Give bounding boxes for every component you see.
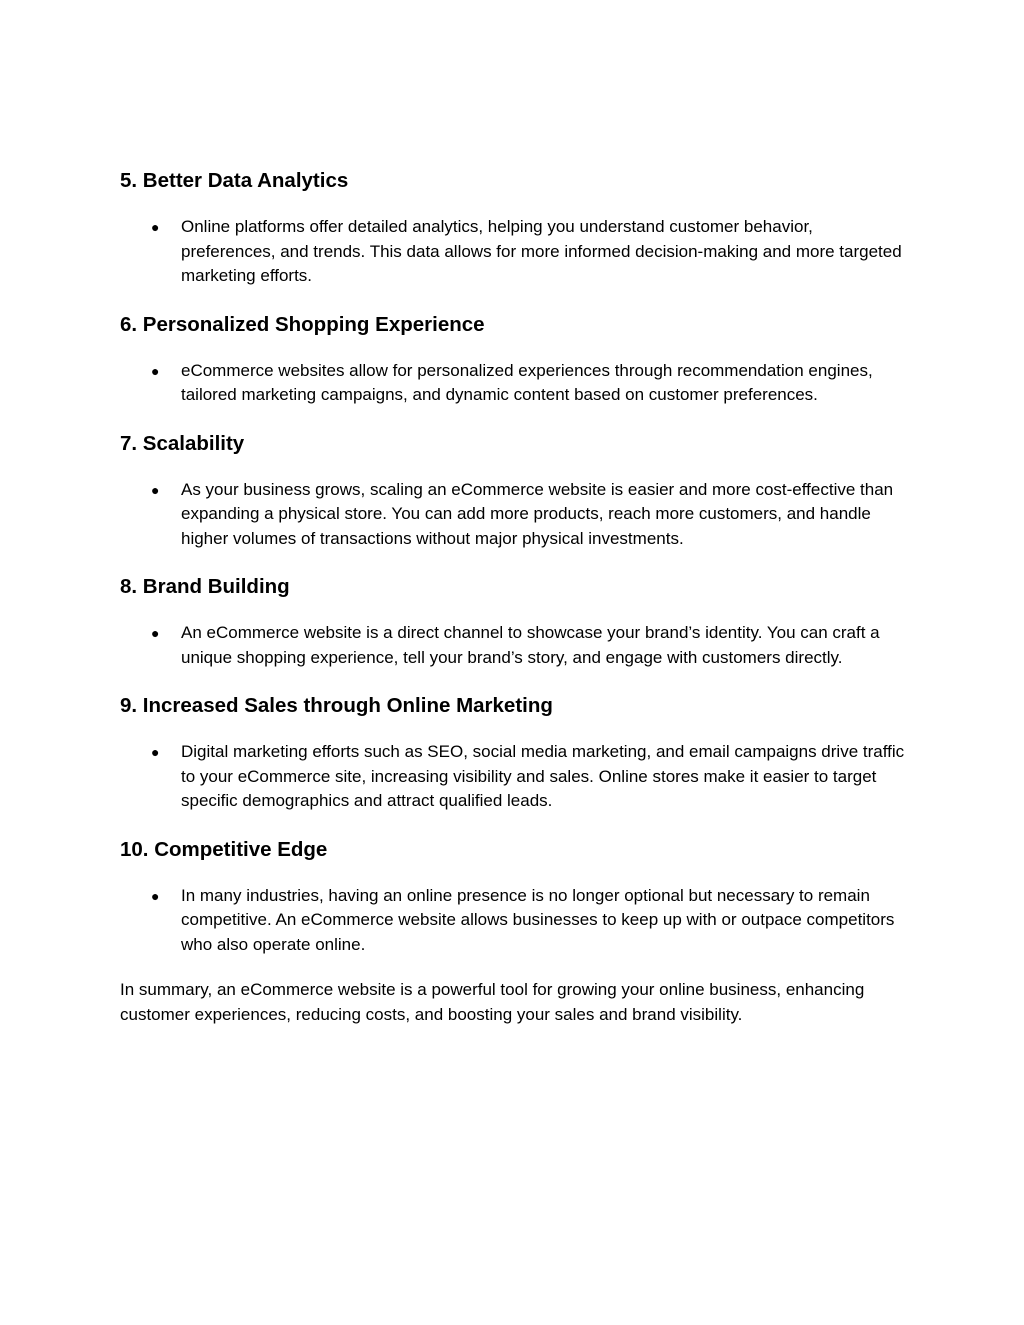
section-heading: 6. Personalized Shopping Experience: [120, 312, 485, 336]
section-scalability: [120, 431, 910, 552]
bullet-text: An eCommerce website is a direct channel to showcase your brand’s identity. You can craft a unique shopping experience, tell your brand’s story, and engage with customers directly.: [181, 623, 880, 667]
list-item: [120, 215, 910, 289]
bullet-text: eCommerce websites allow for personalized experiences through recommendation engines, tailored marketing campaigns, and dynamic content based on customer preferences.: [181, 360, 873, 404]
bullet-text: Digital marketing efforts such as SEO, social media marketing, and email campaigns drive traffic to your eCommerce site, increasing visibility and sales. Online stores make it easier to target specific demographics and attract qualified leads.: [181, 742, 905, 810]
section-better-data-analytics: [120, 168, 910, 289]
section-brand-building: [120, 574, 910, 670]
bullet-text: Online platforms offer detailed analytics, helping you understand customer behavior, preferences, and trends. This data allows for more informed decision-making and more targeted marketing efforts.: [181, 217, 902, 285]
section-heading: 9. Increased Sales through Online Marketing: [120, 694, 553, 717]
section-personalized-shopping: [120, 312, 910, 408]
bullet-icon: ●: [151, 362, 160, 379]
list-item: [120, 884, 910, 958]
bullet-icon: ●: [151, 481, 160, 498]
bullet-icon: ●: [151, 887, 160, 904]
bullet-text: In many industries, having an online presence is no longer optional but necessary to remain competitive. An eCommerce website allows businesses to keep up with or outpace competitors who also operate online.: [181, 885, 895, 954]
section-heading: 10. Competitive Edge: [120, 837, 328, 861]
bullet-icon: ●: [151, 625, 160, 641]
bullet-list: [120, 621, 910, 670]
section-heading: 5. Better Data Analytics: [120, 169, 349, 192]
bullet-list: [120, 740, 910, 814]
section-competitive-edge: [120, 837, 910, 958]
bullet-icon: ●: [151, 219, 160, 235]
bullet-list: [120, 884, 910, 958]
section-heading: 8. Brand Building: [120, 575, 290, 598]
list-item: [120, 621, 910, 670]
document-page: [120, 168, 910, 1027]
section-increased-sales: [120, 693, 910, 814]
bullet-list: [120, 359, 910, 408]
summary-paragraph: In summary, an eCommerce website is a powerful tool for growing your online business, enhancing customer experiences, reducing costs, and boosting your sales and brand visibility.: [120, 980, 865, 1024]
section-heading: 7. Scalability: [120, 431, 245, 455]
bullet-list: [120, 215, 910, 289]
bullet-text: As your business grows, scaling an eCommerce website is easier and more cost-effective than expanding a physical store. You can add more products, reach more customers, and handle higher volumes of transactions without major physical investments.: [181, 479, 894, 548]
list-item: [120, 478, 910, 552]
bullet-list: [120, 478, 910, 552]
list-item: [120, 359, 910, 408]
list-item: [120, 740, 910, 814]
bullet-icon: ●: [151, 744, 160, 760]
